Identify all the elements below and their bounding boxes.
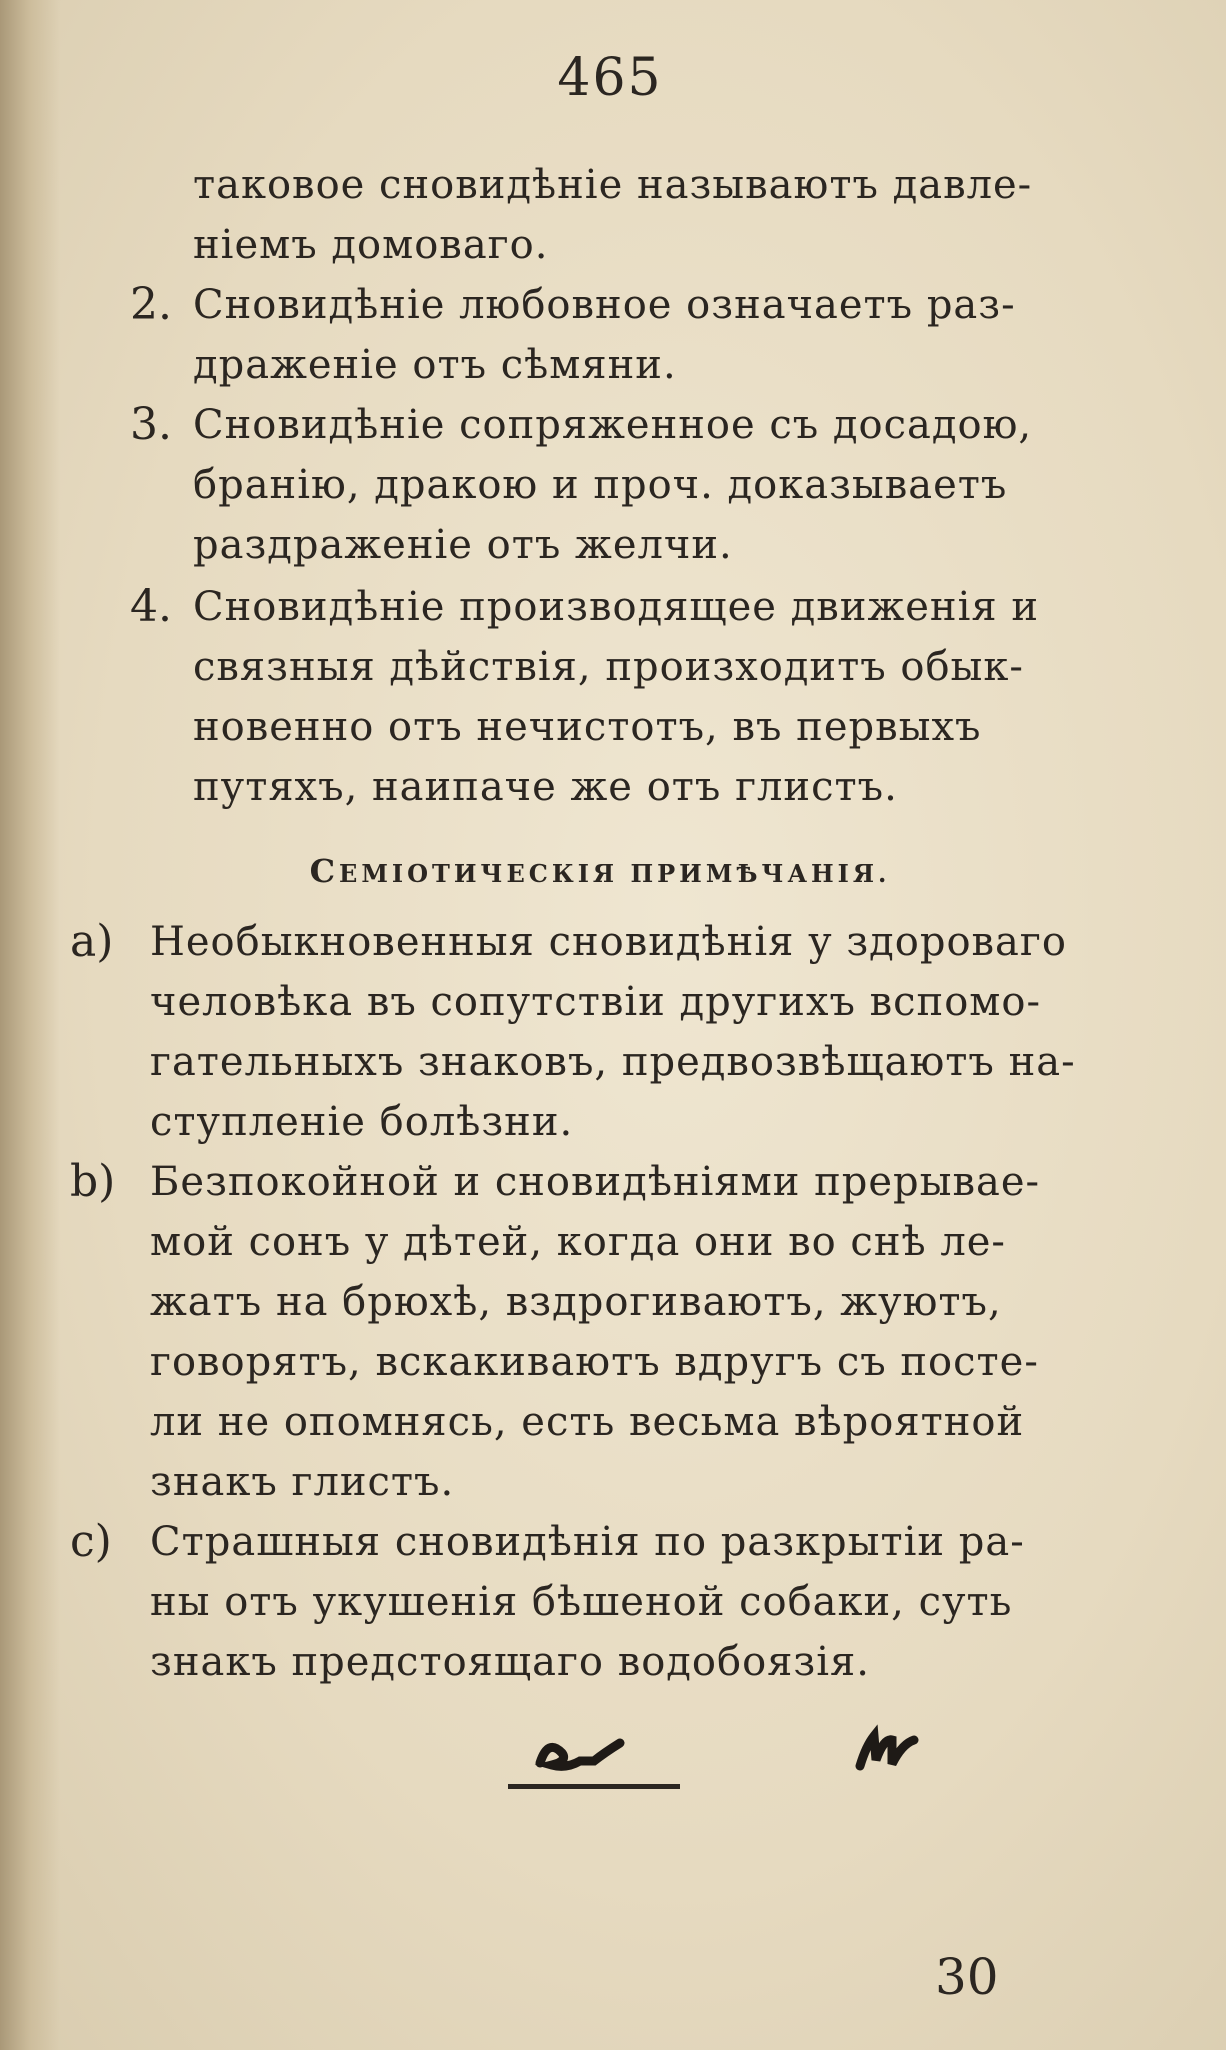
text-line: Сновидѣніе сопряженное съ досадою, (193, 402, 1033, 448)
item-number: 3. (130, 399, 172, 450)
text-line: драженіе отъ сѣмяни. (193, 342, 677, 388)
text-line: бранію, дракою и проч. доказываетъ (193, 462, 1008, 508)
text-line: мой сонъ у дѣтей, когда они во снѣ ле- (150, 1219, 1006, 1265)
text-line: знакъ глистъ. (150, 1459, 455, 1505)
note-letter: c) (70, 1516, 112, 1567)
text-line: таковое сновидѣніе называютъ давле- (193, 162, 1033, 208)
heading-initial: С (309, 852, 340, 890)
note-letter: a) (70, 916, 114, 967)
text-line: ны отъ укушенія бѣшеной собаки, суть (150, 1579, 1013, 1625)
text-line: Безпокойной и сновидѣніями прерывае- (150, 1159, 1041, 1205)
text-line: Необыкновенныя сновидѣнія у здороваго (150, 919, 1067, 965)
heading-rest: ЕМІОТИЧЕСКІЯ ПРИМѢЧАНІЯ. (339, 859, 891, 888)
item-number: 4. (130, 581, 172, 632)
handwritten-marks (530, 1708, 970, 1788)
text-line: раздраженіе отъ желчи. (193, 522, 733, 568)
text-line: Страшныя сновидѣнія по разкрытіи ра- (150, 1519, 1025, 1565)
text-line: новенно отъ нечистотъ, въ первыхъ (193, 704, 982, 750)
note-letter: b) (70, 1156, 116, 1207)
text-line: гательныхъ знаковъ, предвозвѣщаютъ на- (150, 1039, 1076, 1085)
text-line: ступленіе болѣзни. (150, 1099, 574, 1145)
text-line: жатъ на брюхѣ, вздрогиваютъ, жуютъ, (150, 1279, 1002, 1325)
text-line: ли не опомнясь, есть весьма вѣроятной (150, 1399, 1025, 1445)
text-line: Сновидѣніе любовное означаетъ раз- (193, 282, 1016, 328)
text-line: ніемъ домоваго. (193, 222, 549, 268)
gutter-shadow (0, 0, 60, 2050)
item-number: 2. (130, 279, 172, 330)
text-line: связныя дѣйствія, произходитъ обык- (193, 644, 1024, 690)
text-line: говорятъ, вскакиваютъ вдругъ съ посте- (150, 1339, 1039, 1385)
horizontal-rule (508, 1784, 680, 1789)
text-line: Сновидѣніе производящее движенія и (193, 584, 1039, 630)
signature-mark: 30 (935, 1948, 999, 2006)
text-line: путяхъ, наипаче же отъ глистъ. (193, 764, 898, 810)
section-heading (280, 852, 920, 890)
text-line: человѣка въ сопутствіи другихъ вспомо- (150, 979, 1042, 1025)
text-line: знакъ предстоящаго водобоязія. (150, 1639, 870, 1685)
page-number: 465 (557, 48, 663, 108)
